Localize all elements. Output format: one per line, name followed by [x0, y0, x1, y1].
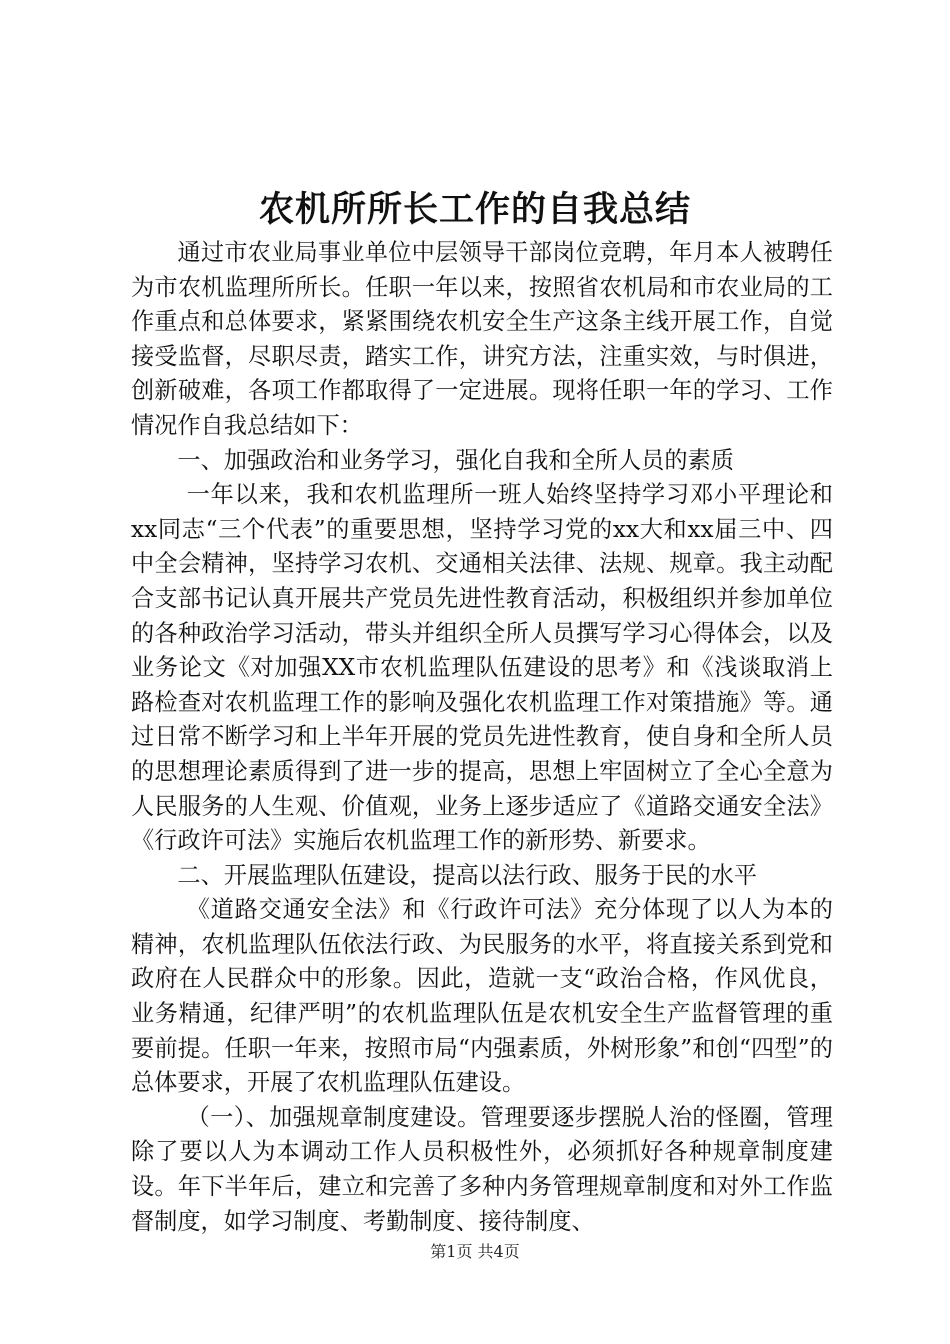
document-body	[131, 236, 833, 1239]
document-title: 农机所所长工作的自我总结	[258, 189, 691, 230]
paragraph-regulations: （一）、加强规章制度建设。管理要逐步摆脱人治的怪圈，管理除了要以人为本调动工作人员积极性外，必须抓好各种规章制度建设。年下半年后，建立和完善了多种内务管理规章制度和对外工作监督制度，如学习制度、考勤制度、接待制度、	[131, 1103, 833, 1235]
paragraph-study: 一年以来，我和农机监理所一班人始终坚持学习邓小平理论和xx同志“三个代表”的重要思想，坚持学习党的xx大和xx届三中、四中全会精神，坚持学习农机、交通相关法律、法规、规章。我主动配合支部书记认真开展共产党员先进性教育活动，积极组织并参加单位的各种政治学习活动，带头并组织全所人员撰写学习心得体会，以及业务论文《对加强XX市农机监理队伍建设的思考》和《浅谈取消上路检查对农机监理工作的影响及强化农机监理工作对策措施》等。通过日常不断学习和上半年开展的党员先进性教育，使自身和全所人员的思想理论素质得到了进一步的提高，思想上牢固树立了全心全意为人民服务的人生观、价值观，业务上逐步适应了《道路交通安全法》《行政许可法》实施后农机监理工作的新形势、新要求。	[131, 481, 833, 855]
paragraph-team-building: 《道路交通安全法》和《行政许可法》充分体现了以人为本的精神，农机监理队伍依法行政、为民服务的水平，将直接关系到党和政府在人民群众中的形象。因此，造就一支“政治合格，作风优良，业务精通，纪律严明”的农机监理队伍是农机安全生产监督管理的重要前提。任职一年来，按照市局“内强素质，外树形象”和创“四型”的总体要求，开展了农机监理队伍建设。	[131, 896, 833, 1097]
section-heading-2: 二、开展监理队伍建设，提高以法行政、服务于民的水平	[177, 861, 758, 889]
page-number-footer: 第1页 共4页	[430, 1242, 520, 1261]
section-heading-1: 一、加强政治和业务学习，强化自我和全所人员的素质	[177, 446, 734, 474]
paragraph-intro: 通过市农业局事业单位中层领导干部岗位竞聘，年月本人被聘任为市农机监理所所长。任职一年以来，按照省农机局和市农业局的工作重点和总体要求，紧紧围绕农机安全生产这条主线开展工作，自觉接受监督，尽职尽责，踏实工作，讲究方法，注重实效，与时俱进，创新破难，各项工作都取得了一定进展。现将任职一年的学习、工作情况作自我总结如下：	[131, 239, 833, 439]
